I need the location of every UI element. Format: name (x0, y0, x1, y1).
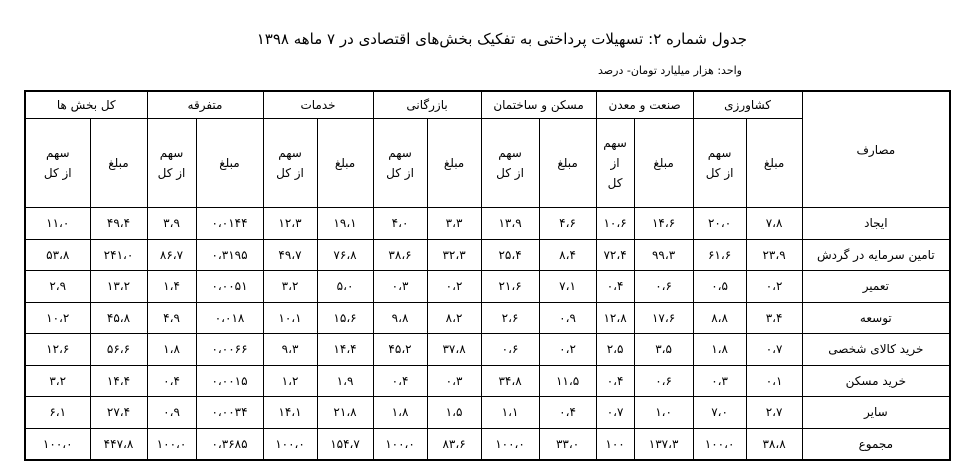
share-subheader: سهم از کل (373, 119, 427, 208)
sector-facilities-table (24, 90, 951, 461)
sector-header: کل بخش ها (25, 91, 147, 119)
amount-cell: ۷۶،۸ (317, 239, 373, 271)
table-row (25, 208, 950, 240)
share-subheader: سهم از کل (263, 119, 317, 208)
corner-header-masaref: مصارف (802, 91, 950, 208)
amount-cell: ۱۷،۶ (634, 302, 693, 334)
row-label: تعمیر (802, 271, 950, 303)
amount-cell: ۰،۳۶۸۵ (196, 428, 263, 460)
amount-cell: ۰،۶ (634, 365, 693, 397)
table-title: جدول شماره ۲: تسهیلات پرداختی به تفکیک بخش‌های اقتصادی در ۷ ماهه ۱۳۹۸ (256, 30, 747, 48)
amount-cell: ۳۷،۸ (427, 334, 481, 366)
sector-header: مسکن و ساختمان (481, 91, 596, 119)
share-cell: ۳،۲ (25, 365, 90, 397)
share-cell: ۳،۹ (147, 208, 196, 240)
share-cell: ۶۱،۶ (693, 239, 746, 271)
share-cell: ۱،۱ (481, 397, 539, 429)
share-cell: ۱۰۰،۰ (481, 428, 539, 460)
amount-subheader: مبلغ (90, 119, 147, 208)
amount-cell: ۰،۰۰۳۴ (196, 397, 263, 429)
table-row (25, 428, 950, 460)
table-row (25, 397, 950, 429)
amount-cell: ۰،۱ (746, 365, 802, 397)
share-cell: ۱،۸ (373, 397, 427, 429)
share-cell: ۱۲،۶ (25, 334, 90, 366)
row-label: توسعه (802, 302, 950, 334)
sector-header: بازرگانی (373, 91, 481, 119)
amount-cell: ۰،۳۱۹۵ (196, 239, 263, 271)
amount-cell: ۱۳،۲ (90, 271, 147, 303)
share-cell: ۱۰،۲ (25, 302, 90, 334)
share-cell: ۱۱،۰ (25, 208, 90, 240)
share-cell: ۳،۲ (263, 271, 317, 303)
share-subheader: سهم از کل (481, 119, 539, 208)
amount-cell: ۰،۳ (427, 365, 481, 397)
amount-cell: ۳،۴ (746, 302, 802, 334)
share-cell: ۰،۹ (147, 397, 196, 429)
share-cell: ۱۰۰،۰ (263, 428, 317, 460)
amount-subheader: مبلغ (746, 119, 802, 208)
amount-cell: ۹۹،۳ (634, 239, 693, 271)
amount-cell: ۰،۰۰۵۱ (196, 271, 263, 303)
amount-cell: ۵۶،۶ (90, 334, 147, 366)
share-cell: ۱،۸ (147, 334, 196, 366)
share-cell: ۳۴،۸ (481, 365, 539, 397)
amount-cell: ۰،۲ (539, 334, 596, 366)
amount-cell: ۱۵۴،۷ (317, 428, 373, 460)
amount-cell: ۳۲،۳ (427, 239, 481, 271)
amount-cell: ۱،۰ (634, 397, 693, 429)
share-cell: ۱،۸ (693, 334, 746, 366)
share-cell: ۴،۰ (373, 208, 427, 240)
share-cell: ۵۳،۸ (25, 239, 90, 271)
table-row (25, 271, 950, 303)
amount-cell: ۱۱،۵ (539, 365, 596, 397)
share-cell: ۰،۴ (596, 271, 634, 303)
share-cell: ۹،۸ (373, 302, 427, 334)
share-cell: ۱۰،۶ (596, 208, 634, 240)
amount-cell: ۳۸،۸ (746, 428, 802, 460)
amount-cell: ۲۷،۴ (90, 397, 147, 429)
table-row (25, 334, 950, 366)
share-cell: ۰،۳ (693, 365, 746, 397)
amount-cell: ۸،۲ (427, 302, 481, 334)
amount-cell: ۲۳،۹ (746, 239, 802, 271)
amount-cell: ۴۴۷،۸ (90, 428, 147, 460)
share-cell: ۰،۴ (373, 365, 427, 397)
amount-subheader: مبلغ (317, 119, 373, 208)
row-label: خرید مسکن (802, 365, 950, 397)
share-cell: ۶،۱ (25, 397, 90, 429)
amount-cell: ۴۵،۸ (90, 302, 147, 334)
amount-cell: ۱،۵ (427, 397, 481, 429)
row-label: ایجاد (802, 208, 950, 240)
amount-cell: ۰،۹ (539, 302, 596, 334)
table-row (25, 239, 950, 271)
row-label: تامین سرمایه در گردش (802, 239, 950, 271)
share-cell: ۱۲،۳ (263, 208, 317, 240)
share-cell: ۲،۵ (596, 334, 634, 366)
share-cell: ۰،۳ (373, 271, 427, 303)
amount-cell: ۱،۹ (317, 365, 373, 397)
share-cell: ۰،۶ (481, 334, 539, 366)
amount-cell: ۰،۰۱۴۴ (196, 208, 263, 240)
share-cell: ۴۹،۷ (263, 239, 317, 271)
share-cell: ۰،۴ (596, 365, 634, 397)
share-subheader: سهم از کل (596, 119, 634, 208)
share-cell: ۱۳،۹ (481, 208, 539, 240)
share-cell: ۳۸،۶ (373, 239, 427, 271)
amount-cell: ۱۴،۴ (317, 334, 373, 366)
sector-header: کشاورزی (693, 91, 802, 119)
amount-cell: ۸،۴ (539, 239, 596, 271)
amount-cell: ۰،۷ (746, 334, 802, 366)
share-cell: ۹،۳ (263, 334, 317, 366)
amount-cell: ۴،۶ (539, 208, 596, 240)
amount-cell: ۰،۲ (427, 271, 481, 303)
share-cell: ۰،۷ (596, 397, 634, 429)
amount-subheader: مبلغ (427, 119, 481, 208)
amount-cell: ۱۹،۱ (317, 208, 373, 240)
share-cell: ۸،۸ (693, 302, 746, 334)
share-cell: ۰،۴ (147, 365, 196, 397)
share-cell: ۴،۹ (147, 302, 196, 334)
row-label: سایر (802, 397, 950, 429)
amount-cell: ۳،۵ (634, 334, 693, 366)
share-cell: ۱۲،۸ (596, 302, 634, 334)
sector-header: متفرقه (147, 91, 263, 119)
share-cell: ۷،۰ (693, 397, 746, 429)
amount-cell: ۱۳۷،۳ (634, 428, 693, 460)
share-cell: ۲،۹ (25, 271, 90, 303)
share-cell: ۱۰۰،۰ (693, 428, 746, 460)
amount-cell: ۰،۶ (634, 271, 693, 303)
sector-header: صنعت و معدن (596, 91, 693, 119)
amount-cell: ۷،۸ (746, 208, 802, 240)
amount-cell: ۴۹،۴ (90, 208, 147, 240)
amount-cell: ۰،۴ (539, 397, 596, 429)
share-cell: ۱۰۰،۰ (25, 428, 90, 460)
amount-cell: ۰،۰۰۶۶ (196, 334, 263, 366)
share-cell: ۷۲،۴ (596, 239, 634, 271)
share-cell: ۱۰۰،۰ (147, 428, 196, 460)
share-subheader: سهم از کل (25, 119, 90, 208)
row-label: مجموع (802, 428, 950, 460)
amount-cell: ۲،۷ (746, 397, 802, 429)
share-subheader: سهم از کل (147, 119, 196, 208)
unit-label: واحد: هزار میلیارد تومان- درصد (598, 64, 742, 77)
table-row (25, 302, 950, 334)
amount-cell: ۸۳،۶ (427, 428, 481, 460)
share-cell: ۸۶،۷ (147, 239, 196, 271)
amount-cell: ۳۳،۰ (539, 428, 596, 460)
share-cell: ۲۰،۰ (693, 208, 746, 240)
amount-cell: ۲۱،۸ (317, 397, 373, 429)
share-cell: ۰،۵ (693, 271, 746, 303)
amount-cell: ۱۴،۶ (634, 208, 693, 240)
share-cell: ۴۵،۲ (373, 334, 427, 366)
amount-subheader: مبلغ (196, 119, 263, 208)
share-cell: ۲،۶ (481, 302, 539, 334)
amount-cell: ۲۴۱،۰ (90, 239, 147, 271)
amount-cell: ۷،۱ (539, 271, 596, 303)
share-cell: ۱۰۰،۰ (373, 428, 427, 460)
amount-cell: ۰،۰۱۸ (196, 302, 263, 334)
share-cell: ۱،۴ (147, 271, 196, 303)
share-cell: ۱۰۰ (596, 428, 634, 460)
share-cell: ۱،۲ (263, 365, 317, 397)
table-row (25, 365, 950, 397)
amount-cell: ۵،۰ (317, 271, 373, 303)
amount-cell: ۳،۳ (427, 208, 481, 240)
amount-subheader: مبلغ (539, 119, 596, 208)
amount-cell: ۰،۲ (746, 271, 802, 303)
share-cell: ۲۵،۴ (481, 239, 539, 271)
share-subheader: سهم از کل (693, 119, 746, 208)
amount-cell: ۰،۰۰۱۵ (196, 365, 263, 397)
share-cell: ۲۱،۶ (481, 271, 539, 303)
amount-subheader: مبلغ (634, 119, 693, 208)
share-cell: ۱۰،۱ (263, 302, 317, 334)
amount-cell: ۱۵،۶ (317, 302, 373, 334)
amount-cell: ۱۴،۴ (90, 365, 147, 397)
sector-header: خدمات (263, 91, 373, 119)
row-label: خرید کالای شخصی (802, 334, 950, 366)
share-cell: ۱۴،۱ (263, 397, 317, 429)
